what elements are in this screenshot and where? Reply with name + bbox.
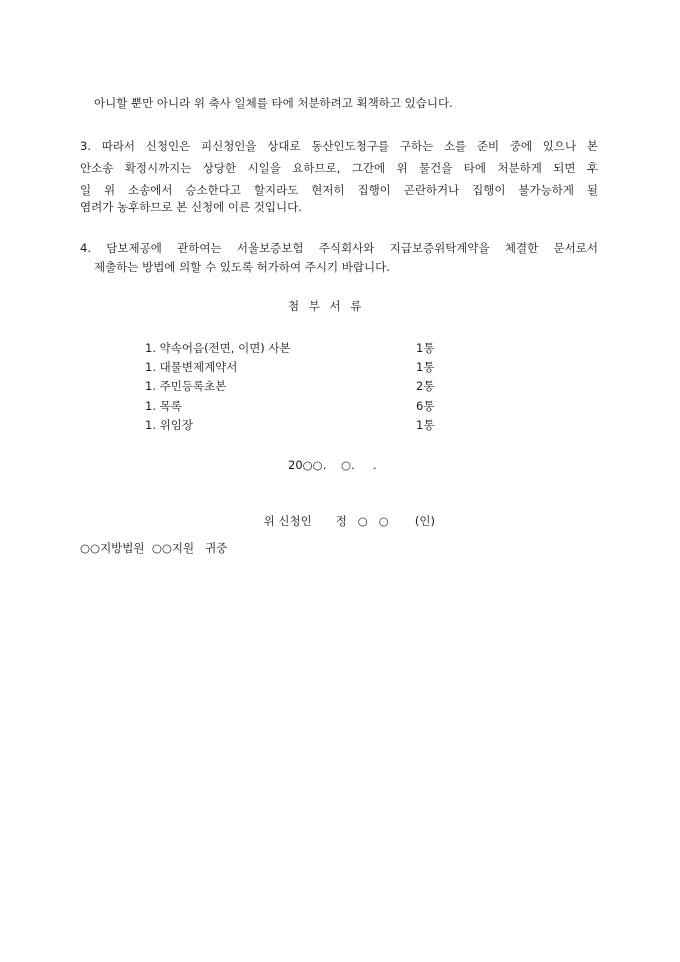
list-item: [0, 359, 680, 375]
attachment-label: 1. 위임장: [145, 418, 193, 432]
paragraph-4-line-2: 제출하는 방법에 의할 수 있도록 허가하여 주시기 바랍니다.: [94, 260, 390, 274]
attachment-count: 1통: [416, 360, 435, 374]
attachment-count: 1통: [416, 418, 435, 432]
paragraph-continuation: 아니할 뿐만 아니라 위 축사 일체를 타에 처분하려고 획책하고 있습니다.: [94, 96, 453, 110]
paragraph-3-line-1: 3. 따라서 신청인은 피신청인을 상대로 동산인도청구를 구하는 소를 준비 중에 있으나 본: [80, 139, 598, 153]
date-line: 20○○. ○. .: [288, 458, 377, 472]
paragraph-3-line-3: 일 위 소송에서 승소한다고 할지라도 현저히 집행이 곤란하거나 집행이 불가능하게 될: [80, 183, 598, 197]
attachments-heading: 첨 부 서 류: [288, 299, 362, 313]
list-item: [0, 398, 680, 414]
court-addressee: ○○지방법원 ○○지원 귀중: [80, 541, 228, 555]
applicant-name: 정 ○ ○: [335, 514, 389, 528]
attachment-label: 1. 약속어음(전면, 이면) 사본: [145, 341, 291, 355]
list-item: [0, 340, 680, 356]
attachment-count: 2통: [416, 379, 435, 393]
attachment-count: 6통: [416, 399, 435, 413]
signature-line: [249, 497, 435, 545]
attachment-label: 1. 목록: [145, 399, 182, 413]
attachment-count: 1통: [416, 341, 435, 355]
paragraph-4-line-1: 4. 담보제공에 관하여는 서울보증보험 주식회사와 지급보증위탁계약을 체결한 문서로서: [80, 241, 598, 255]
paragraph-3-line-2: 안소송 확정시까지는 상당한 시일을 요하므로, 그간에 위 물건을 타에 처분하게 되면 후: [80, 161, 598, 175]
list-item: [0, 417, 680, 433]
applicant-label: 위 신청인: [263, 514, 312, 528]
seal-mark: (인): [414, 514, 435, 528]
attachment-label: 1. 주민등록초본: [145, 379, 227, 393]
paragraph-3-line-4: 염려가 농후하므로 본 신청에 이른 것입니다.: [80, 200, 302, 214]
list-item: [0, 378, 680, 394]
attachment-label: 1. 대물변제계약서: [145, 360, 238, 374]
